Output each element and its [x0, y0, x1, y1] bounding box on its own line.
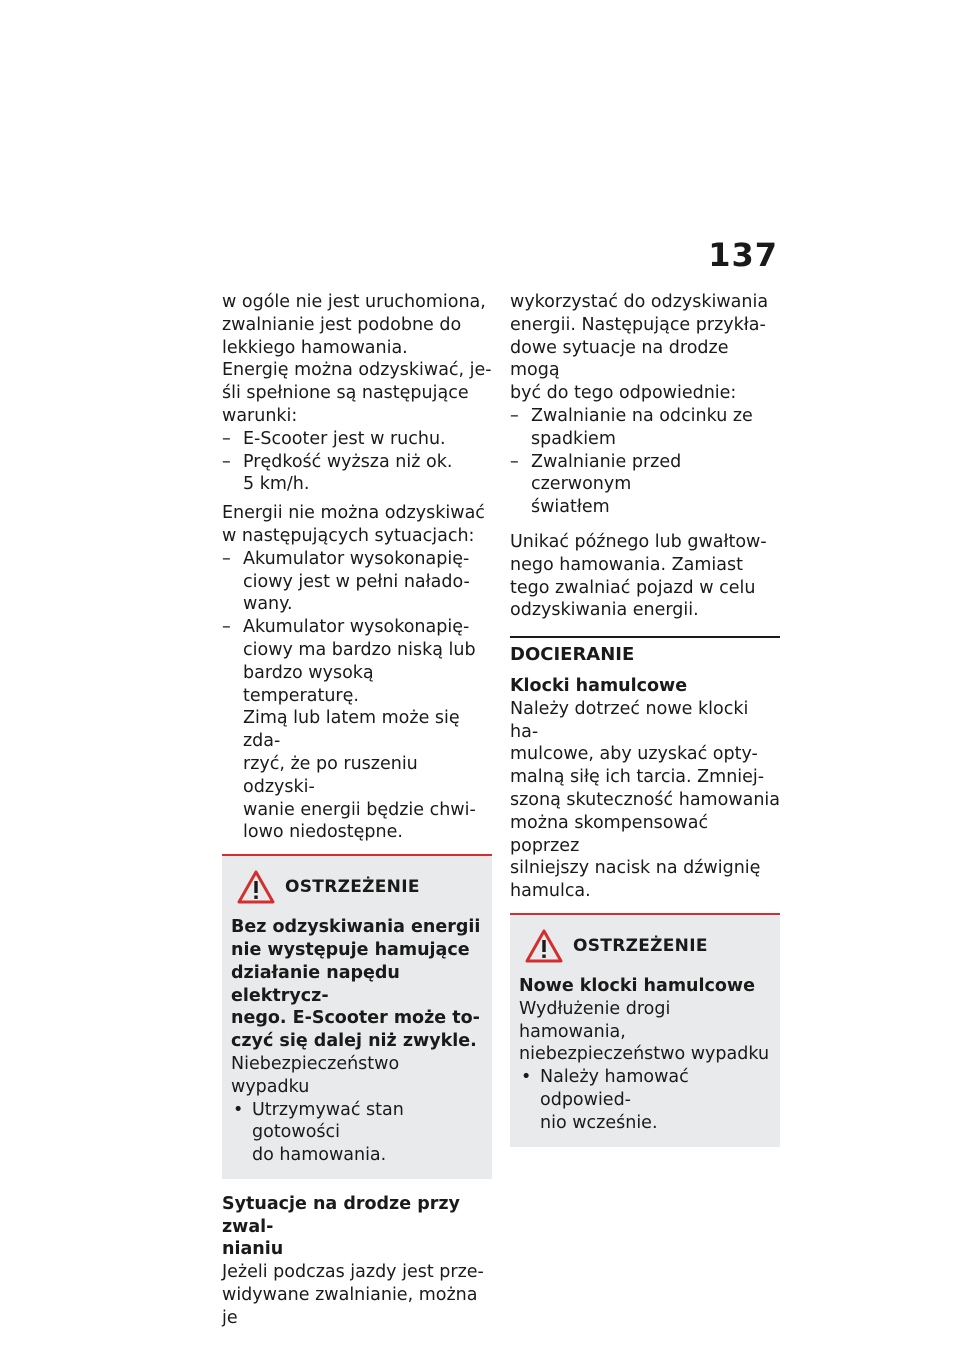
- section-title: DOCIERANIE: [510, 644, 635, 666]
- warning-bullet: • Utrzymywać stan gotowości do hamowania.: [231, 1099, 482, 1167]
- left-column: [222, 291, 492, 1330]
- no-recovery-paragraph: Energii nie można odzyskiwać w następujących sytuacjach:: [222, 503, 485, 546]
- warning-triangle-icon: [525, 929, 563, 963]
- section-rule: [510, 636, 780, 638]
- warning-title: OSTRZEŻENIE: [573, 935, 708, 956]
- warning-triangle-icon: [237, 870, 275, 904]
- situation-item: – Akumulator wysokonapię- ciowy ma bardzo niską lub bardzo wysoką temperaturę. Zimą lub latem może się zda- rzyć, że po ruszeniu odzyski- wanie energii będzie chwi- lowo niedostępne.: [222, 616, 492, 844]
- warning-box: [222, 854, 492, 1179]
- condition-item: – Prędkość wyższa niż ok. 5 km/h.: [222, 451, 492, 497]
- warning-title: OSTRZEŻENIE: [285, 876, 420, 897]
- warning-bold-text: Bez odzyskiwania energii nie występuje hamujące działanie napędu elektrycz- nego. E-Scooter może to- czyć się dalej niż zwykle.: [231, 917, 481, 1052]
- condition-item: – E-Scooter jest w ruchu.: [222, 428, 492, 451]
- example-item: – Zwalnianie na odcinku ze spadkiem: [510, 405, 780, 451]
- subheading: Klocki hamulcowe: [510, 675, 688, 696]
- energy-paragraph: Energię można odzyskiwać, je- śli spełnione są następujące warunki:: [222, 360, 492, 426]
- intro-paragraph: wykorzystać do odzyskiwania energii. Następujące przykła- dowe sytuacje na drodze mogą być do tego odpowiednie:: [510, 292, 769, 404]
- warning-header: [525, 929, 770, 963]
- warning-danger: Niebezpieczeństwo wypadku: [231, 1053, 400, 1097]
- warning-text: Wydłużenie drogi hamowania, niebezpieczeństwo wypadku: [519, 998, 770, 1065]
- warning-bullet: • Należy hamować odpowied- nio wcześnie.: [519, 1066, 770, 1134]
- body-paragraph: Należy dotrzeć nowe klocki ha- mulcowe, aby uzyskać opty- malną siłę ich tarcia. Zmniej- szoną skuteczność hamowania można skompensować poprzez silniejszy nacisk na dźwignię hamulca.: [510, 698, 781, 902]
- warning-box: [510, 913, 780, 1147]
- right-column: [510, 291, 780, 1161]
- advice-paragraph: Unikać późnego lub gwałtow- nego hamowania. Zamiast tego zwalniać pojazd w celu odzyskiwania energii.: [510, 531, 767, 621]
- intro-paragraph: w ogóle nie jest uruchomiona, zwalnianie jest podobne do lekkiego hamowania.: [222, 292, 486, 358]
- warning-header: [237, 870, 482, 904]
- subheading: Sytuacje na drodze przy zwal- nianiu: [222, 1193, 460, 1260]
- page-number: 137: [708, 236, 778, 274]
- situation-item: – Akumulator wysokonapię- ciowy jest w pełni nałado- wany.: [222, 548, 492, 616]
- tail-paragraph: Jeżeli podczas jazdy jest prze- widywane zwalnianie, można je: [222, 1262, 484, 1328]
- example-item: – Zwalnianie przed czerwonym światłem: [510, 451, 780, 519]
- warning-bold-text: Nowe klocki hamulcowe: [519, 975, 755, 996]
